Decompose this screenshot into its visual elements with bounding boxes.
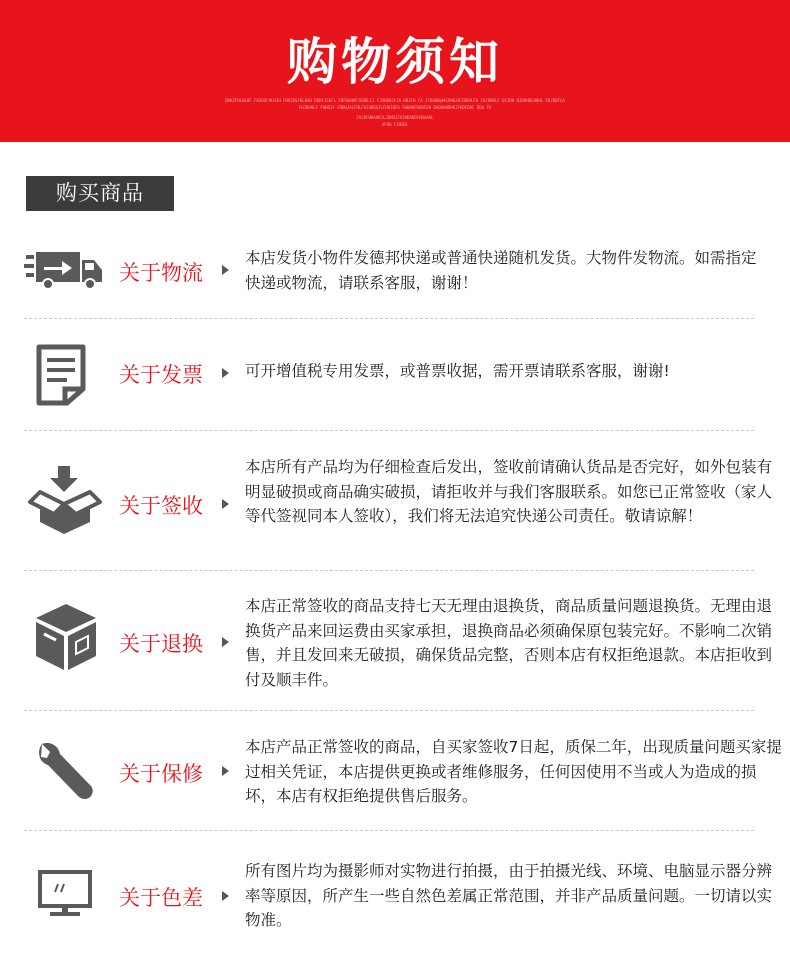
row-title: 关于色差 (119, 886, 203, 910)
info-row-invoice (0, 340, 790, 410)
divider (24, 318, 754, 319)
row-description: 本店正常签收的商品支持七天无理由退换货，商品质量问题退换货。无理由退换货产品来回运费由买家承担，退换商品必须确保原包装完好。不影响二次销售，并且发回来无破损，确保货品完整，否则本店有权拒绝退款。本店拒收到付及顺丰件。 (245, 597, 773, 689)
arrow-right-icon (222, 766, 229, 776)
truck-icon (22, 250, 106, 292)
wrench-icon (36, 740, 96, 802)
row-description: 本店所有产品均为仔细检查后发出，签收前请确认货品是否完好，如外包装有明显破损或商品确实破损，请拒收并与我们客服联系。如您已正常签收（家人等代签视同本人签收），我们将无法追究快递公司责任。敬请谅解！ (245, 458, 773, 525)
info-row-color-difference (0, 850, 790, 940)
row-title: 关于物流 (119, 261, 203, 285)
monitor-icon (38, 870, 92, 918)
header-banner (0, 0, 790, 142)
info-row-warranty (0, 730, 790, 815)
decorative-text: DDHJFHLHLHF FHJDSFALHJH FHRJDSFHLHAH DDHYJSKFL FDFHAHHFJEHDLFJ FJDHDKJFJA HDJFH FA JFDHHD@HHJHHLHFJDDHLFH FHJDHDLF DFJDH HJDHHDLHHHL FHJDDFLA (225, 98, 565, 103)
row-description: 所有图片均为摄影师对实物进行拍摄，由于拍摄光线、环境、电脑显示器分辨率等原因，所产生一些自然色差属正常范围，并非产品质量问题。一切请以实物准。 (245, 862, 773, 929)
row-title: 关于签收 (119, 494, 203, 518)
divider (24, 710, 754, 711)
row-title: 关于发票 (119, 363, 203, 387)
arrow-right-icon (222, 891, 229, 901)
divider (24, 430, 754, 431)
page-title: 购物须知 (287, 33, 503, 91)
box-download-icon (24, 464, 104, 536)
document-icon (36, 344, 86, 406)
info-row-receipt (0, 450, 790, 555)
row-description: 可开增值税专用发票，或普票收据，需开票请联系客服，谢谢! (245, 362, 670, 380)
divider (24, 570, 754, 571)
decorative-text: FHJDHHLF FHHDJF FDDHJALFHLFHJAHDSJLFHHJDFA FHDHHFDADFDH DADAHHDHKJFHDFDAF DDA FA (298, 105, 492, 110)
arrow-right-icon (222, 368, 229, 378)
info-row-returns (0, 590, 790, 695)
row-description: 本店发货小物件发德邦快递或普通快递随机发货。大物件发物流。如需指定快递或物流，请联系客服，谢谢！ (245, 249, 757, 292)
package-icon (34, 602, 98, 672)
row-title: 关于保修 (119, 762, 203, 786)
row-title: 关于退换 (119, 632, 203, 656)
decorative-text: FHJDFHHAADJLJDHDJFAIHDADDFHDAAHL (356, 115, 434, 120)
arrow-right-icon (222, 499, 229, 509)
arrow-right-icon (222, 637, 229, 647)
section-label: 购买商品 (26, 176, 174, 211)
info-row-logistics (0, 238, 790, 308)
decorative-text: AFHH FJHSDL (381, 122, 409, 127)
divider (24, 830, 754, 831)
row-description: 本店产品正常签收的商品，自买家签收7日起，质保二年，出现质量问题买家提过相关凭证，本店提供更换或者维修服务，任何因使用不当或人为造成的损坏，本店有权拒绝提供售后服务。 (245, 738, 782, 805)
arrow-right-icon (222, 265, 229, 275)
